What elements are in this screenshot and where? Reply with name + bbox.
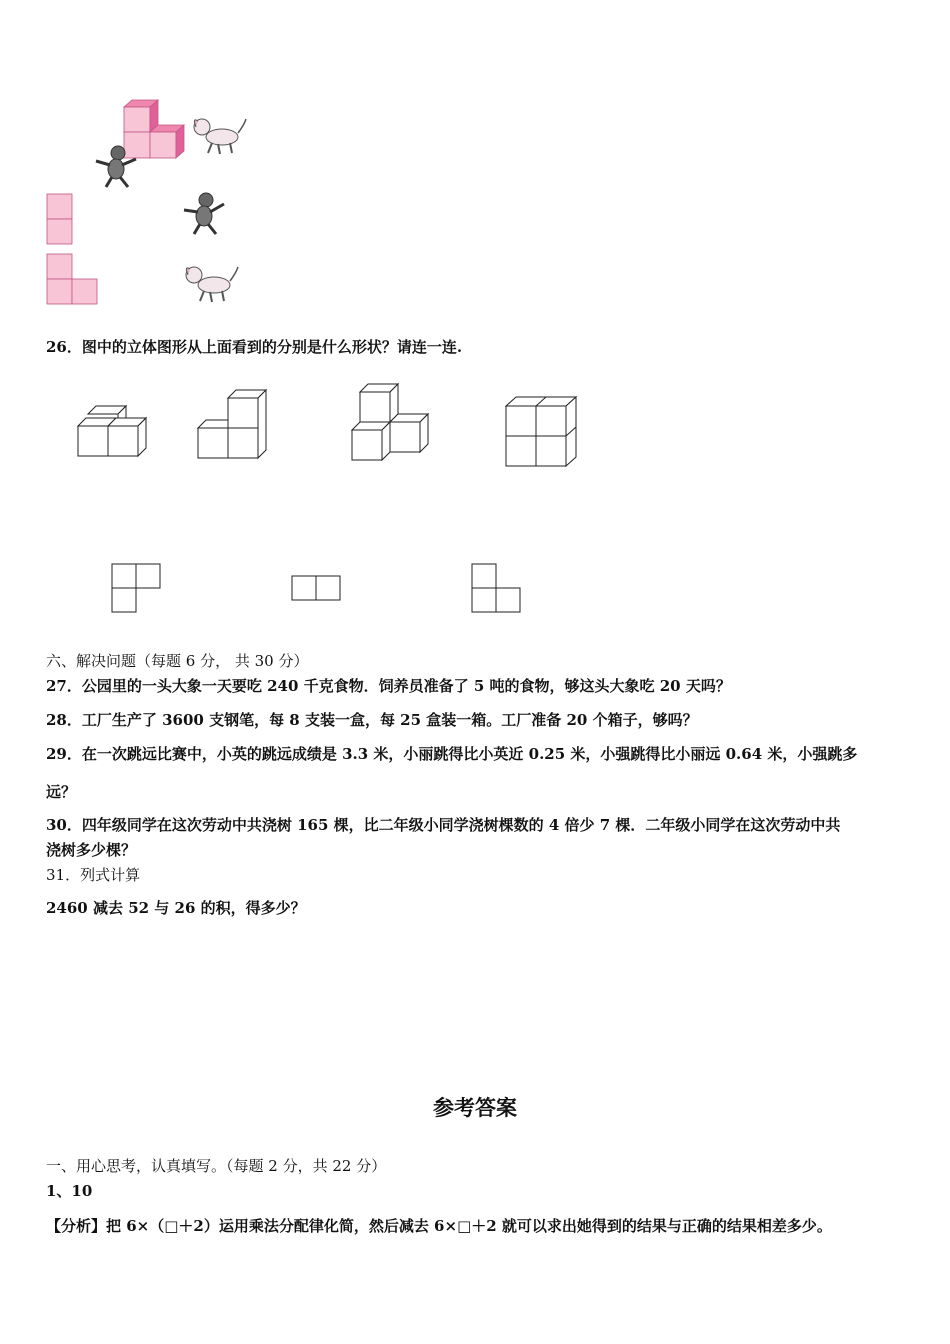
section6-heading: 六、解决问题（每题 6 分， 共 30 分）	[46, 652, 309, 670]
q26-text: 26．图中的立体图形从上面看到的分别是什么形状？请连一连.	[46, 338, 463, 356]
top-view-shape-2	[291, 575, 343, 603]
solid-figure-1	[76, 404, 152, 460]
top-view-shape-3	[471, 563, 523, 615]
pink-column-shape	[46, 193, 74, 245]
answers-heading: 参考答案	[433, 1095, 517, 1120]
dog-icon	[188, 113, 248, 157]
monkey-icon	[180, 190, 228, 236]
q29-line2: 远？	[46, 783, 77, 801]
q29-line1: 29．在一次跳远比赛中，小英的跳远成绩是 3.3 米，小丽跳得比小英近 0.25 米，小强跳得比小丽远 0.64 米，小强跳多	[46, 745, 858, 763]
solid-figure-4	[504, 396, 584, 472]
q30-line2: 浇树多少棵？	[46, 841, 137, 859]
q31-title: 31．列式计算	[46, 866, 141, 884]
answer-1: 1、10	[46, 1182, 93, 1200]
q28-text: 28．工厂生产了 3600 支钢笔，每 8 支装一盒，每 25 盒装一箱。工厂准备 20 个箱子，够吗？	[46, 711, 698, 729]
answers-section1: 一、用心思考，认真填写。（每题 2 分，共 22 分）	[46, 1157, 387, 1175]
dog-icon	[180, 261, 240, 305]
q27-text: 27．公园里的一头大象一天要吃 240 千克食物．饲养员准备了 5 吨的食物，够这头大象吃 20 天吗？	[46, 677, 731, 695]
top-view-shape-1	[111, 563, 163, 615]
solid-figure-3	[348, 380, 434, 466]
pink-l-shape	[46, 253, 100, 305]
monkey-icon	[92, 143, 140, 189]
answer-analysis: 【分析】把 6×（□＋2）运用乘法分配律化简，然后减去 6×□＋2 就可以求出她得到的结果与正确的结果相差多少。	[46, 1217, 832, 1235]
solid-figure-2	[196, 386, 272, 464]
q30-line1: 30．四年级同学在这次劳动中共浇树 165 棵，比二年级小同学浇树棵数的 4 倍少 7 棵．二年级小同学在这次劳动中共	[46, 816, 841, 834]
q31-text: 2460 减去 52 与 26 的积，得多少？	[46, 899, 306, 917]
